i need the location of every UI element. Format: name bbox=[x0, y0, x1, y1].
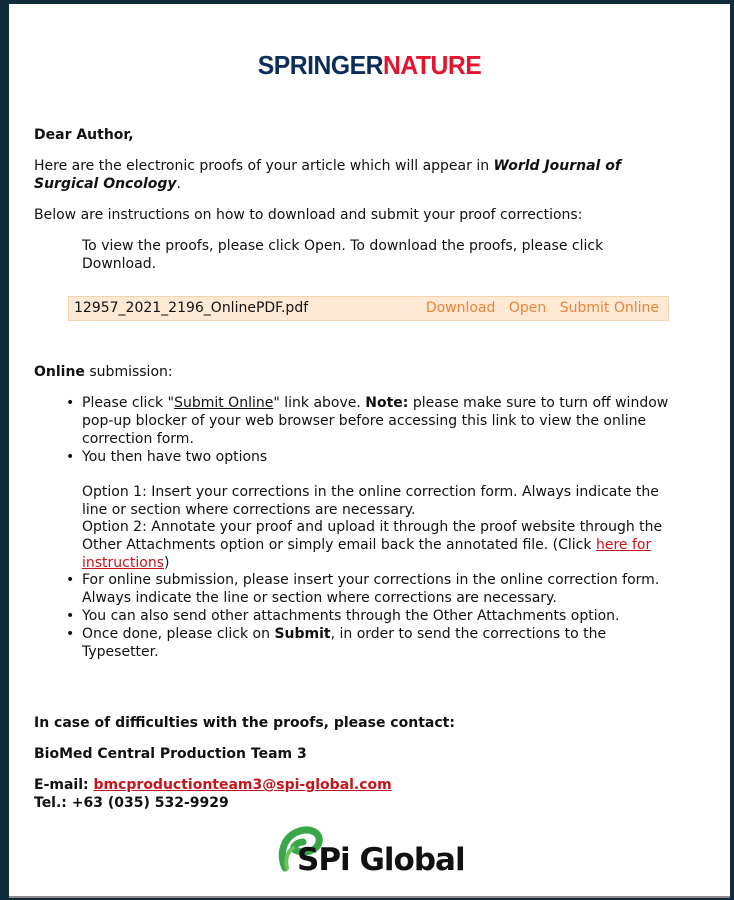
logo-springer-text: SPRINGER bbox=[257, 50, 383, 80]
online-submission-heading bbox=[34, 363, 173, 381]
contact-email-line bbox=[34, 776, 392, 794]
instructions-intro: Below are instructions on how to download and submit your proof corrections: bbox=[34, 207, 583, 223]
springer-nature-logo bbox=[27, 50, 712, 81]
contact-team: BioMed Central Production Team 3 bbox=[34, 746, 307, 762]
opt2-prefix: Other Attachments option or simply email back the annotated file. (Click bbox=[82, 537, 596, 553]
bullet-1-line1 bbox=[82, 394, 668, 412]
email-label: E-mail: bbox=[34, 777, 94, 793]
view-instructions-line2: Download. bbox=[82, 256, 157, 272]
opt2-close: ) bbox=[163, 555, 170, 571]
b1-rest: please make sure to turn off window bbox=[408, 395, 669, 411]
online-heading-rest: submission: bbox=[84, 364, 173, 380]
spi-global-text: SPi Global bbox=[297, 842, 465, 878]
journal-name-line2: Surgical Oncology bbox=[34, 176, 177, 192]
bullet-3-line2: Always indicate the line or section where corrections are necessary. bbox=[82, 590, 557, 606]
intro-line-2 bbox=[34, 175, 181, 193]
intro-suffix: . bbox=[176, 176, 181, 192]
bullet-5-line2: Typesetter. bbox=[82, 644, 159, 660]
proof-file-name: 12957_2021_2196_OnlinePDF.pdf bbox=[74, 300, 309, 316]
b5-prefix: Once done, please click on bbox=[82, 626, 275, 642]
b1-prefix: Please click " bbox=[82, 395, 175, 411]
download-link[interactable]: Download bbox=[425, 300, 496, 316]
intro-prefix: Here are the electronic proofs of your article which will appear in bbox=[34, 158, 490, 174]
bullet-1-line2: pop-up blocker of your web browser before accessing this link to view the online bbox=[82, 413, 647, 429]
b1-mid: " link above. bbox=[273, 395, 366, 411]
here-for-instructions-link[interactable]: here for bbox=[595, 537, 652, 553]
option-2-line3 bbox=[82, 554, 169, 572]
bullet-icon: • bbox=[66, 395, 75, 411]
intro-line-1 bbox=[34, 157, 621, 175]
proof-file-bar bbox=[68, 296, 669, 321]
greeting: Dear Author, bbox=[34, 127, 134, 143]
journal-name-line1: World Journal of bbox=[493, 158, 621, 174]
instructions-link[interactable]: instructions bbox=[82, 555, 164, 571]
note-label: Note: bbox=[365, 395, 409, 411]
submit-label: Submit bbox=[274, 626, 331, 642]
bullet-icon: • bbox=[66, 608, 75, 624]
contact-tel: Tel.: +63 (035) 532-9929 bbox=[34, 795, 229, 811]
submit-online-inline-link[interactable]: Submit Online bbox=[174, 395, 274, 411]
bullet-1-line3: correction form. bbox=[82, 431, 194, 447]
view-instructions-line1: To view the proofs, please click Open. To download the proofs, please click bbox=[82, 238, 604, 254]
bullet-icon: • bbox=[66, 449, 75, 465]
bullet-4: You can also send other attachments through the Other Attachments option. bbox=[82, 608, 620, 624]
bullet-5-line1 bbox=[82, 625, 606, 643]
b5-rest: , in order to send the corrections to the bbox=[330, 626, 607, 642]
contact-heading: In case of difficulties with the proofs, please contact: bbox=[34, 715, 455, 731]
submit-online-link[interactable]: Submit Online bbox=[559, 300, 659, 316]
contact-email-link[interactable]: bmcproductionteam3@spi-global.com bbox=[93, 777, 392, 793]
bullet-3-line1: For online submission, please insert your corrections in the online correction form. bbox=[82, 572, 660, 588]
online-heading-bold: Online bbox=[34, 364, 85, 380]
bullet-icon: • bbox=[66, 626, 75, 642]
bullet-icon: • bbox=[66, 572, 75, 588]
spi-global-logo bbox=[275, 822, 475, 892]
logo-nature-text: NATURE bbox=[382, 50, 482, 80]
option-2-line2 bbox=[82, 536, 651, 554]
open-link[interactable]: Open bbox=[508, 300, 547, 316]
option-1-line1: Option 1: Insert your corrections in the online correction form. Always indicate the bbox=[82, 484, 659, 500]
bullet-2: You then have two options bbox=[82, 449, 268, 465]
option-2-line1: Option 2: Annotate your proof and upload it through the proof website through the bbox=[82, 519, 663, 535]
option-1-line2: line or section where corrections are necessary. bbox=[82, 502, 416, 518]
email-body bbox=[9, 4, 730, 898]
